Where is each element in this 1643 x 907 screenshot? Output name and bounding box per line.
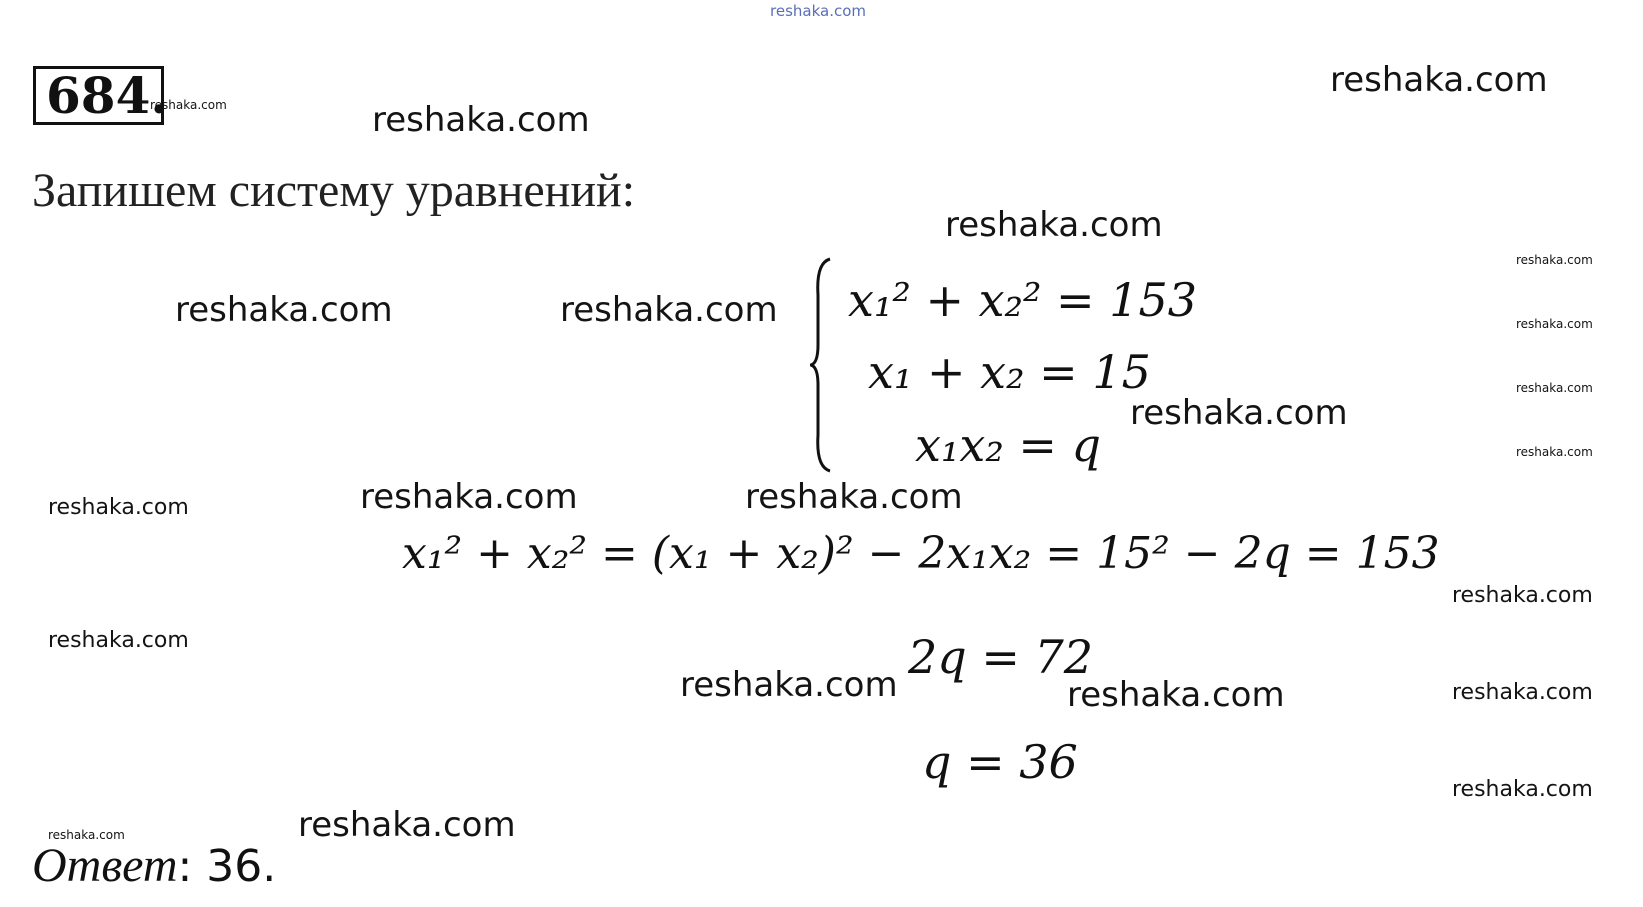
watermark: reshaka.com <box>945 205 1163 245</box>
watermark: reshaka.com <box>175 290 393 330</box>
watermark: reshaka.com <box>1330 60 1548 100</box>
heading: Запишем систему уравнений: <box>32 164 636 217</box>
system-equation-2: x₁ + x₂ = 15 <box>868 345 1151 399</box>
watermark: reshaka.com <box>48 628 189 653</box>
watermark-small: reshaka.com <box>1516 445 1593 459</box>
watermark: reshaka.com <box>1452 777 1593 802</box>
answer <box>32 838 276 893</box>
system-equation-1: x₁² + x₂² = 153 <box>848 273 1198 327</box>
system-equation-3: x₁x₂ = q <box>915 418 1101 472</box>
derivation-line-2: 2q = 72 <box>908 630 1094 684</box>
watermark: reshaka.com <box>48 495 189 520</box>
answer-label: Ответ <box>32 839 178 892</box>
watermark: reshaka.com <box>298 805 516 845</box>
watermark: reshaka.com <box>1067 675 1285 715</box>
watermark-small: reshaka.com <box>1516 317 1593 331</box>
problem-number: 684. <box>33 66 164 125</box>
watermark: reshaka.com <box>1452 680 1593 705</box>
answer-value: : 36. <box>177 841 277 892</box>
watermark: reshaka.com <box>372 100 590 140</box>
system-brace <box>810 255 832 475</box>
watermark-top: reshaka.com <box>770 2 866 20</box>
derivation-line-3: q = 36 <box>922 735 1078 789</box>
watermark-small: reshaka.com <box>1516 381 1593 395</box>
watermark-small: reshaka.com <box>150 98 227 112</box>
derivation-line-1: x₁² + x₂² = (x₁ + x₂)² − 2x₁x₂ = 15² − 2q = 153 <box>402 528 1440 579</box>
watermark-small: reshaka.com <box>1516 253 1593 267</box>
watermark: reshaka.com <box>1130 393 1348 433</box>
watermark: reshaka.com <box>680 665 898 705</box>
watermark: reshaka.com <box>1452 583 1593 608</box>
watermark: reshaka.com <box>360 477 578 517</box>
watermark: reshaka.com <box>560 290 778 330</box>
watermark: reshaka.com <box>745 477 963 517</box>
watermark-small: reshaka.com <box>48 828 125 842</box>
